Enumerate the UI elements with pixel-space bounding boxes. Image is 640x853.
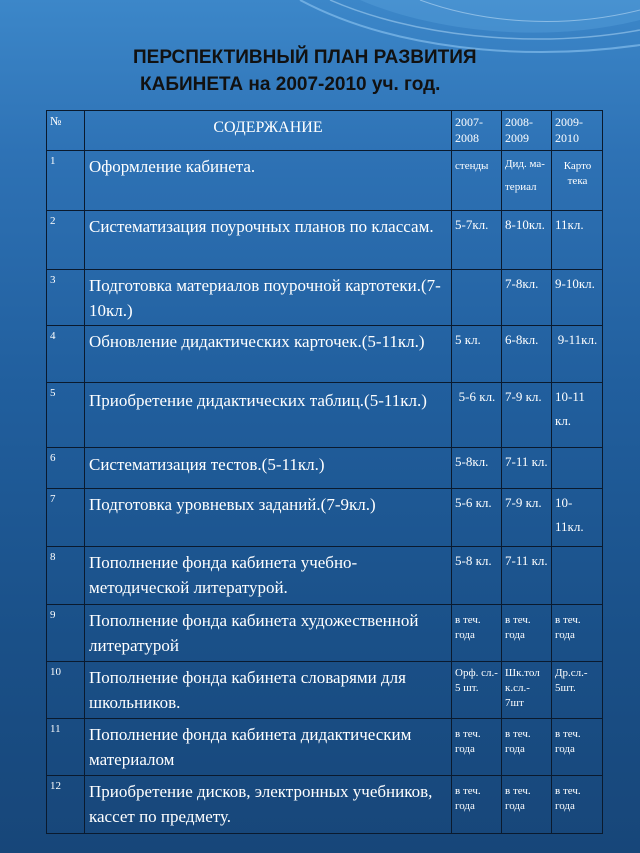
- header-year-3: 2009-2010: [552, 111, 603, 151]
- row-num: 2: [47, 211, 85, 270]
- table-row: [47, 326, 603, 383]
- row-year-1: 5-7кл.: [452, 211, 502, 270]
- table-row: [47, 383, 603, 448]
- header-num: №: [47, 111, 85, 151]
- row-year-2: Шк.тол к.сл.- 7шт: [502, 662, 552, 719]
- row-num: 7: [47, 489, 85, 547]
- table-row: [47, 776, 603, 834]
- row-content: Обновление дидактических карточек.(5-11кл.): [85, 326, 452, 383]
- row-year-2: 8-10кл.: [502, 211, 552, 270]
- row-content: Пополнение фонда кабинета дидактическим материалом: [85, 719, 452, 776]
- row-year-2: 7-8кл.: [502, 270, 552, 326]
- table-row: [47, 719, 603, 776]
- table-row: [47, 662, 603, 719]
- row-year-1: в теч. года: [452, 719, 502, 776]
- table-row: [47, 448, 603, 489]
- row-year-1: 5 кл.: [452, 326, 502, 383]
- row-year-1: [452, 270, 502, 326]
- row-year-3: в теч. года: [552, 776, 603, 834]
- row-year-2: 6-8кл.: [502, 326, 552, 383]
- row-num: 12: [47, 776, 85, 834]
- table-header-row: [47, 111, 603, 151]
- development-plan-table: [46, 110, 603, 834]
- row-year-2: 7-9 кл.: [502, 383, 552, 448]
- title-line-2: КАБИНЕТА на 2007-2010 уч. год.: [140, 74, 441, 95]
- row-content: Подготовка уровневых заданий.(7-9кл.): [85, 489, 452, 547]
- row-year-1: Орф. сл.- 5 шт.: [452, 662, 502, 719]
- row-year-1: в теч. года: [452, 605, 502, 662]
- row-num: 6: [47, 448, 85, 489]
- row-content: Оформление кабинета.: [85, 151, 452, 211]
- table-row: [47, 151, 603, 211]
- table-row: [47, 547, 603, 605]
- row-year-1: 5-6 кл.: [452, 383, 502, 448]
- row-year-2: в теч. года: [502, 776, 552, 834]
- row-content: Систематизация поурочных планов по классам.: [85, 211, 452, 270]
- row-num: 11: [47, 719, 85, 776]
- row-year-1: стенды: [452, 151, 502, 211]
- title-line-1: ПЕРСПЕКТИВНЫЙ ПЛАН РАЗВИТИЯ: [133, 47, 477, 68]
- row-year-2: Дид. ма-териал: [502, 151, 552, 211]
- row-year-3: 9-11кл.: [552, 326, 603, 383]
- table-row: [47, 489, 603, 547]
- row-year-3: Др.сл.- 5шт.: [552, 662, 603, 719]
- header-year-2: 2008-2009: [502, 111, 552, 151]
- row-year-3: в теч. года: [552, 605, 603, 662]
- row-year-1: 5-6 кл.: [452, 489, 502, 547]
- row-year-3: 10-11 кл.: [552, 383, 603, 448]
- row-year-3: 10-11кл.: [552, 489, 603, 547]
- row-content: Пополнение фонда кабинета художественной литературой: [85, 605, 452, 662]
- row-year-3: [552, 547, 603, 605]
- row-year-2: 7-11 кл.: [502, 448, 552, 489]
- table-row: [47, 211, 603, 270]
- row-num: 4: [47, 326, 85, 383]
- row-year-3: [552, 448, 603, 489]
- row-num: 1: [47, 151, 85, 211]
- row-content: Пополнение фонда кабинета учебно-методической литературой.: [85, 547, 452, 605]
- row-year-1: в теч. года: [452, 776, 502, 834]
- row-content: Подготовка материалов поурочной картотеки.(7-10кл.): [85, 270, 452, 326]
- row-year-2: в теч. года: [502, 719, 552, 776]
- row-content: Пополнение фонда кабинета словарями для школьников.: [85, 662, 452, 719]
- row-year-2: 7-9 кл.: [502, 489, 552, 547]
- row-year-3: в теч. года: [552, 719, 603, 776]
- row-num: 3: [47, 270, 85, 326]
- table-row: [47, 605, 603, 662]
- row-num: 9: [47, 605, 85, 662]
- row-num: 10: [47, 662, 85, 719]
- row-year-2: в теч. года: [502, 605, 552, 662]
- row-content: Приобретение дисков, электронных учебников, кассет по предмету.: [85, 776, 452, 834]
- row-year-3: Карто тека: [552, 151, 603, 211]
- header-year-1: 2007-2008: [452, 111, 502, 151]
- row-year-3: 11кл.: [552, 211, 603, 270]
- row-num: 8: [47, 547, 85, 605]
- header-content: СОДЕРЖАНИЕ: [85, 111, 452, 151]
- row-content: Приобретение дидактических таблиц.(5-11кл.): [85, 383, 452, 448]
- row-year-2: 7-11 кл.: [502, 547, 552, 605]
- table-row: [47, 270, 603, 326]
- row-content: Систематизация тестов.(5-11кл.): [85, 448, 452, 489]
- row-year-3: 9-10кл.: [552, 270, 603, 326]
- row-year-1: 5-8кл.: [452, 448, 502, 489]
- row-num: 5: [47, 383, 85, 448]
- row-year-1: 5-8 кл.: [452, 547, 502, 605]
